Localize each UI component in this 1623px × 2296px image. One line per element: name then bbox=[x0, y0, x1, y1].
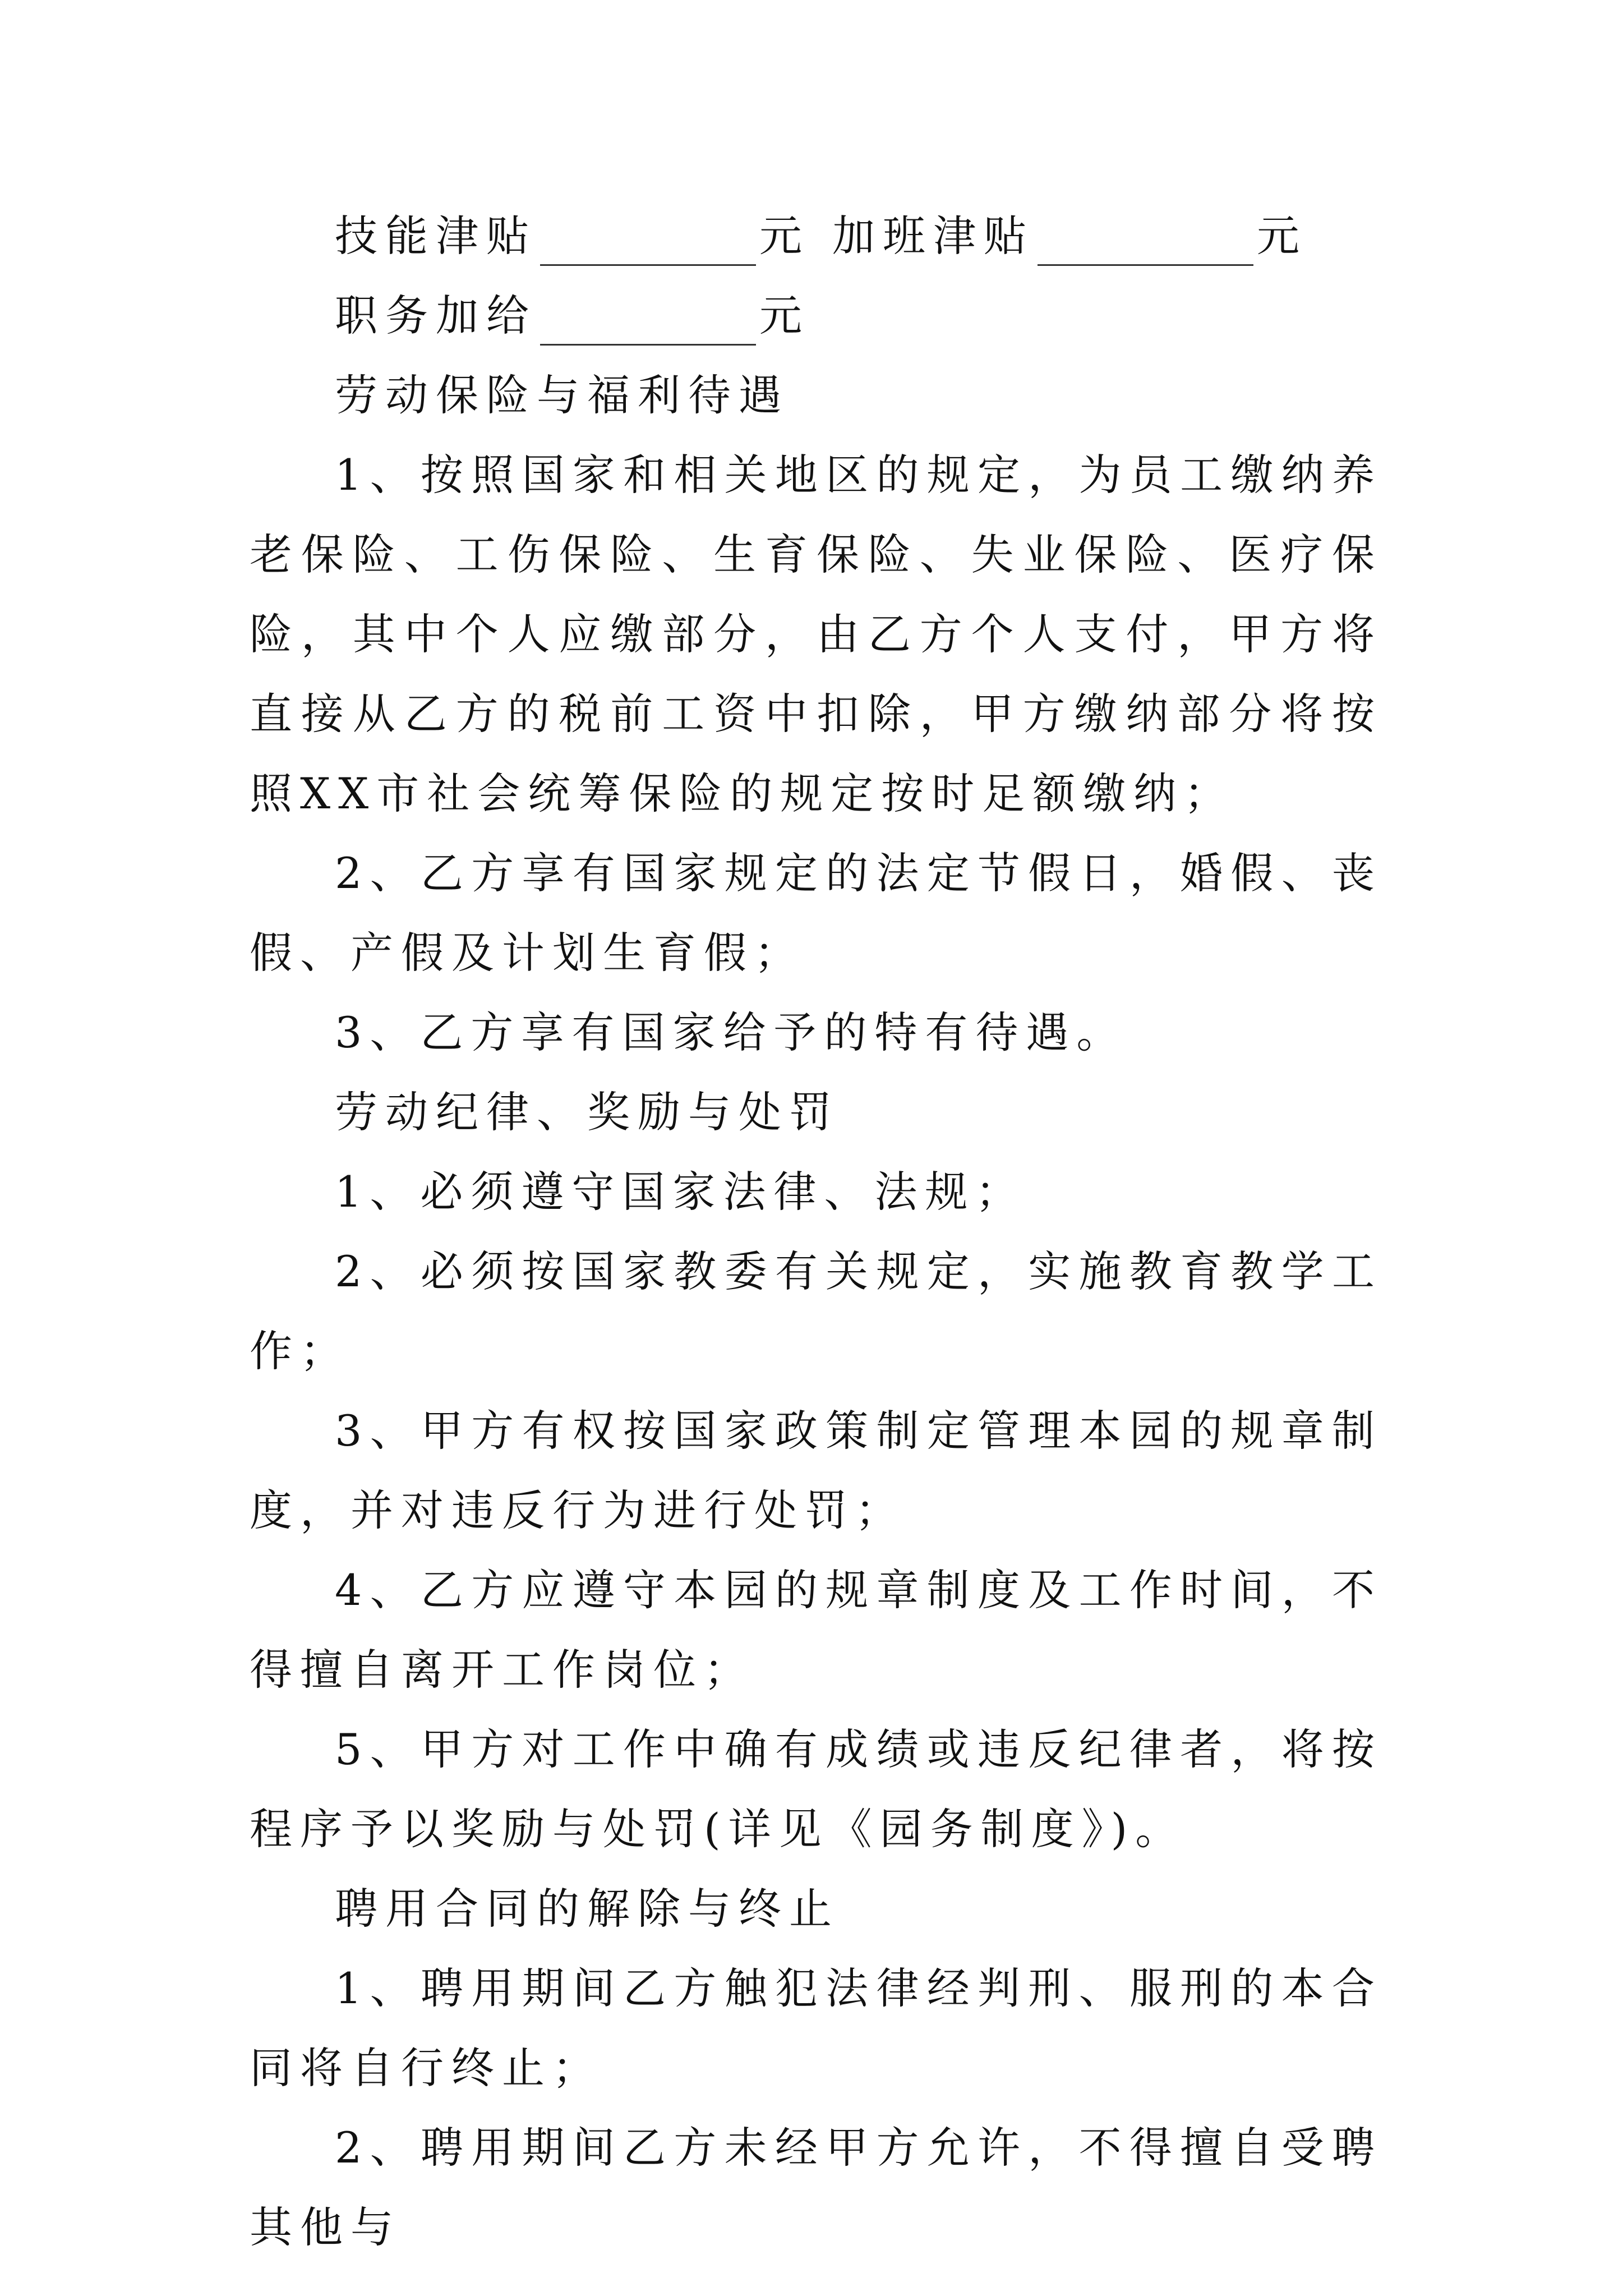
position-allowance-unit: 元 bbox=[759, 291, 810, 341]
termination-item-1: 1、聘用期间乙方触犯法律经判刑、服刑的本合同将自行终止； bbox=[250, 1963, 1382, 2093]
insurance-item-2: 2、乙方享有国家规定的法定节假日，婚假、丧假、产假及计划生育假； bbox=[250, 848, 1382, 978]
skill-allowance-label: 技能津贴 bbox=[335, 211, 537, 261]
skill-allowance-unit: 元 bbox=[759, 211, 810, 261]
position-allowance-blank[interactable] bbox=[540, 295, 756, 346]
insurance-item-3: 3、乙方享有国家给予的特有待遇。 bbox=[335, 1007, 1127, 1057]
discipline-item-2: 2、必须按国家教委有关规定，实施教育教学工作； bbox=[250, 1246, 1382, 1376]
overtime-allowance-label: 加班津贴 bbox=[832, 211, 1034, 261]
termination-item-2: 2、聘用期间乙方未经甲方允许，不得擅自受聘其他与 bbox=[250, 2123, 1382, 2252]
insurance-item-1: 1、按照国家和相关地区的规定，为员工缴纳养老保险、工伤保险、生育保险、失业保险、医疗保险，其中个人应缴部分，由乙方个人支付，甲方将直接从乙方的税前工资中扣除，甲方缴纳部分将按照XX市社会统筹保险的规定按时足额缴纳； bbox=[250, 450, 1382, 818]
section-heading-insurance: 劳动保险与福利待遇 bbox=[335, 370, 789, 420]
section-heading-termination: 聘用合同的解除与终止 bbox=[335, 1884, 840, 1934]
document-body bbox=[250, 196, 1382, 2267]
position-allowance-label: 职务加给 bbox=[335, 291, 537, 341]
discipline-item-5: 5、甲方对工作中确有成绩或违反纪律者，将按程序予以奖励与处罚(详见《园务制度》)。 bbox=[250, 1724, 1382, 1854]
salary-line-1 bbox=[250, 196, 1382, 276]
discipline-item-1: 1、必须遵守国家法律、法规； bbox=[335, 1167, 1026, 1217]
overtime-allowance-unit: 元 bbox=[1257, 211, 1307, 261]
skill-allowance-blank[interactable] bbox=[540, 215, 756, 266]
discipline-item-3: 3、甲方有权按国家政策制定管理本园的规章制度，并对违反行为进行处罚； bbox=[250, 1406, 1382, 1535]
discipline-item-4: 4、乙方应遵守本园的规章制度及工作时间，不得擅自离开工作岗位； bbox=[250, 1565, 1382, 1695]
salary-line-2 bbox=[250, 276, 1382, 356]
overtime-allowance-blank[interactable] bbox=[1038, 215, 1253, 266]
section-heading-discipline: 劳动纪律、奖励与处罚 bbox=[335, 1087, 840, 1137]
